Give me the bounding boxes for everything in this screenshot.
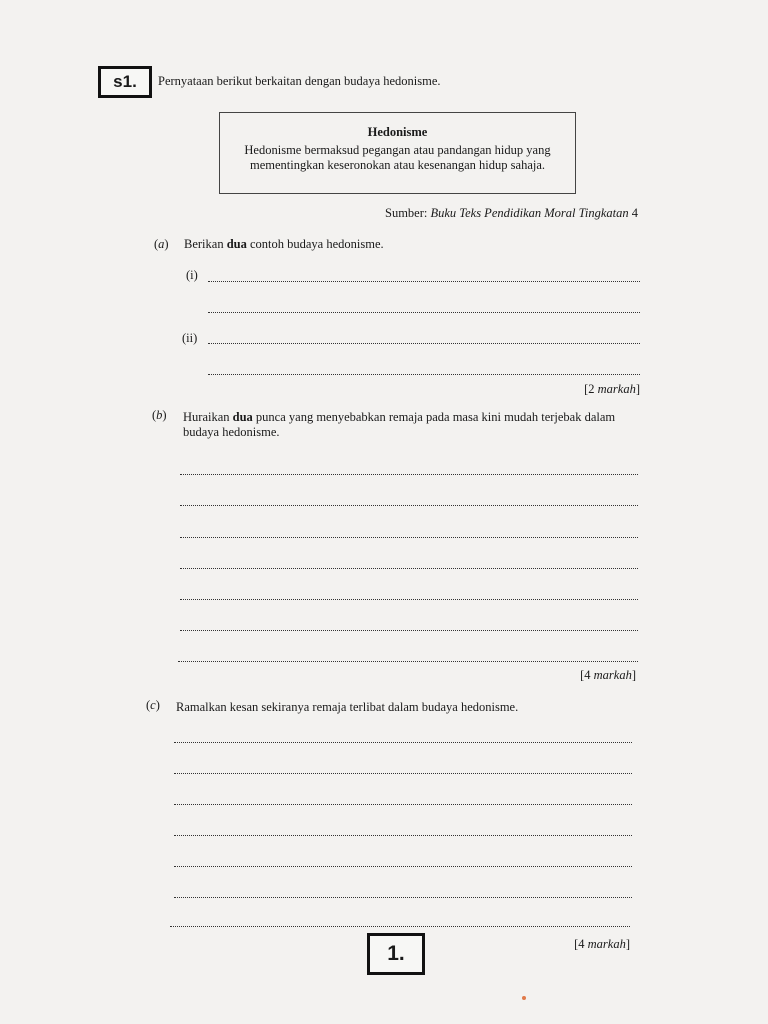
part-a-text-after: contoh budaya hedonisme. xyxy=(249,237,384,251)
answer-line[interactable] xyxy=(174,866,632,867)
answer-line[interactable] xyxy=(180,474,638,475)
part-a-question xyxy=(184,237,384,251)
part-c-letter: c xyxy=(150,698,156,712)
answer-line[interactable] xyxy=(180,630,638,631)
part-c-marks-close: ] xyxy=(625,937,630,951)
answer-line[interactable] xyxy=(174,742,632,743)
source-citation xyxy=(385,206,638,220)
part-b-bold: dua xyxy=(232,410,253,424)
part-c-marks xyxy=(574,937,630,951)
answer-line[interactable] xyxy=(178,661,638,662)
part-a-sub-i-label: (i) xyxy=(186,268,198,282)
part-b-marks-number: [4 xyxy=(580,668,591,682)
part-a-marks-close: ] xyxy=(635,382,640,396)
part-a-label: (a) xyxy=(154,237,169,251)
part-c-marks-word: markah xyxy=(587,937,626,951)
part-a-letter: a xyxy=(158,237,165,251)
part-b-marks xyxy=(580,668,636,682)
answer-line[interactable] xyxy=(208,312,640,313)
answer-line[interactable] xyxy=(208,281,640,282)
intro-statement: Pernyataan berikut berkaitan dengan budaya hedonisme. xyxy=(158,74,441,88)
part-a-marks xyxy=(584,382,640,396)
part-c-question: Ramalkan kesan sekiranya remaja terlibat dalam budaya hedonisme. xyxy=(176,700,519,714)
answer-line[interactable] xyxy=(180,568,638,569)
part-b-question xyxy=(183,410,615,424)
question-number-box xyxy=(98,66,152,98)
definition-box xyxy=(219,112,576,194)
part-b-letter: b xyxy=(156,408,163,422)
part-a-sub-ii-label: (ii) xyxy=(182,331,198,345)
answer-line[interactable] xyxy=(174,835,632,836)
part-b-label: (b) xyxy=(152,408,167,422)
source-title: Buku Teks Pendidikan Moral Tingkatan xyxy=(430,206,629,220)
source-prefix: Sumber: xyxy=(385,206,428,220)
answer-line[interactable] xyxy=(174,897,632,898)
part-b-marks-close: ] xyxy=(631,668,636,682)
answer-line[interactable] xyxy=(170,926,630,927)
answer-line[interactable] xyxy=(208,374,640,375)
part-c-label: (c) xyxy=(146,698,160,712)
page-number-box xyxy=(367,933,425,975)
answer-line[interactable] xyxy=(180,505,638,506)
answer-line[interactable] xyxy=(180,599,638,600)
part-c-marks-number: [4 xyxy=(574,937,585,951)
definition-line-1: Hedonisme bermaksud pegangan atau pandangan hidup yang xyxy=(244,143,551,157)
page-number: 1. xyxy=(387,942,405,965)
answer-line[interactable] xyxy=(174,804,632,805)
source-grade: 4 xyxy=(631,206,638,220)
part-b-text-before: Huraikan xyxy=(183,410,230,424)
definition-title: Hedonisme xyxy=(367,125,428,139)
answer-line[interactable] xyxy=(208,343,640,344)
part-b-question-line-2: budaya hedonisme. xyxy=(183,425,280,439)
definition-line-2: mementingkan keseronokan atau kesenangan hidup sahaja. xyxy=(249,158,546,172)
part-a-marks-number: [2 xyxy=(584,382,595,396)
question-number: s1. xyxy=(113,72,137,91)
answer-line[interactable] xyxy=(174,773,632,774)
paper-speck xyxy=(522,996,526,1000)
part-a-bold: dua xyxy=(226,237,247,251)
part-a-text-before: Berikan xyxy=(184,237,224,251)
answer-line[interactable] xyxy=(180,537,638,538)
part-b-marks-word: markah xyxy=(593,668,632,682)
part-a-marks-word: markah xyxy=(597,382,636,396)
part-b-text-after: punca yang menyebabkan remaja pada masa kini mudah terjebak dalam xyxy=(255,410,616,424)
